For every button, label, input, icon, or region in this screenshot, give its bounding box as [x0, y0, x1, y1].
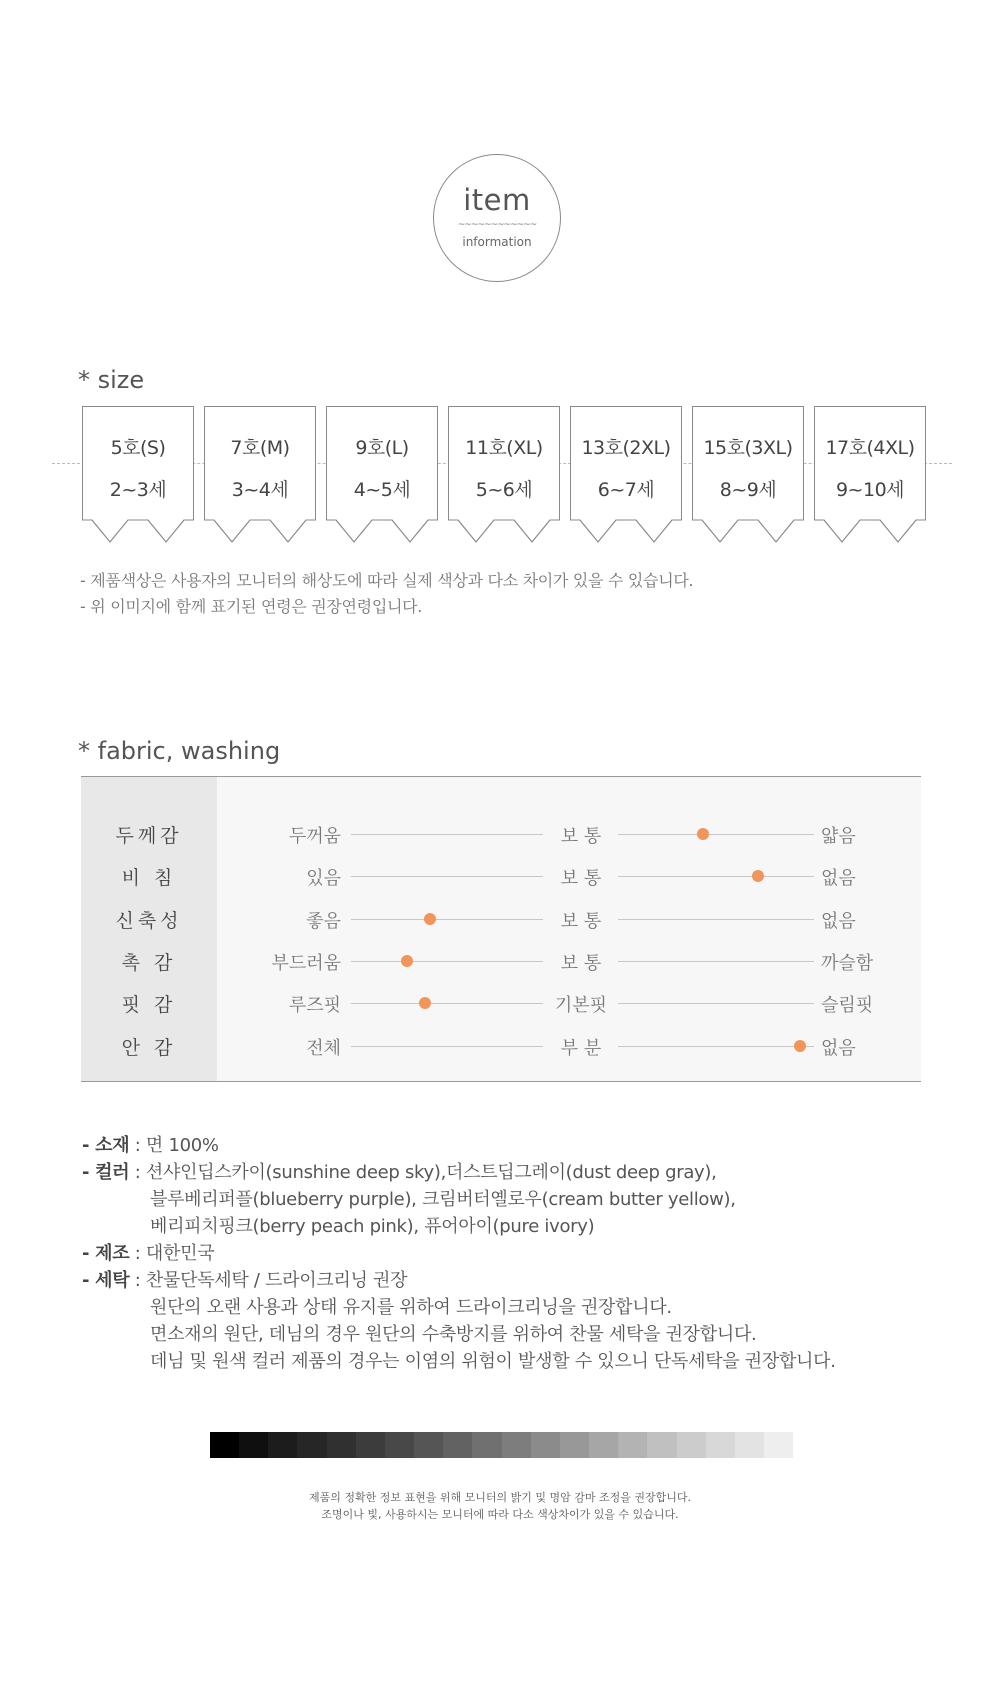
- grayscale-swatch: [356, 1432, 385, 1458]
- size-tag-age: 6~7세: [597, 479, 655, 501]
- logo-word: item: [463, 183, 531, 217]
- wash-line: [82, 1266, 407, 1292]
- fabric-row-mid: 보 통: [560, 868, 602, 890]
- material-line: [82, 1131, 219, 1157]
- fabric-row-right: 슬림핏: [821, 995, 874, 1017]
- size-tag-age: 4~5세: [353, 479, 411, 501]
- grayscale-swatch: [647, 1432, 676, 1458]
- size-tag: [82, 406, 194, 544]
- wash-value-2: 원단의 오랜 사용과 상태 유지를 위하여 드라이크리닝을 권장합니다.: [150, 1297, 672, 1318]
- made-key: - 제조: [82, 1243, 130, 1264]
- fabric-row-mid: 기본핏: [554, 995, 608, 1017]
- fabric-row: [81, 946, 921, 976]
- grayscale-swatch: [239, 1432, 268, 1458]
- fabric-row-left: 부드러움: [271, 952, 341, 974]
- fabric-row-mid: 보 통: [560, 952, 602, 974]
- fabric-row-left: 있음: [306, 868, 341, 890]
- wash-value-4: 데님 및 원색 컬러 제품의 경우는 이염의 위험이 발생할 수 있으니 단독세탁을 권장합니다.: [150, 1351, 836, 1372]
- color-line: [82, 1158, 717, 1184]
- fabric-row: [81, 861, 921, 891]
- size-tag: [692, 406, 804, 544]
- item-information-logo: [433, 154, 561, 282]
- fabric-row-left: 루즈핏: [288, 995, 341, 1017]
- grayscale-swatch: [472, 1432, 501, 1458]
- fabric-level-marker: [401, 955, 413, 967]
- color-value-3: 베리피치핑크(berry peach pink), 퓨어아이(pure ivory): [150, 1216, 595, 1237]
- grayscale-swatch: [210, 1432, 239, 1458]
- wash-value-1: : 찬물단독세탁 / 드라이크리닝 권장: [129, 1270, 408, 1291]
- fabric-scale-line-right: [618, 1003, 814, 1004]
- size-tag-size: 13호(2XL): [581, 437, 671, 459]
- fabric-row-mid: 보 통: [560, 910, 602, 932]
- size-tag-size: 9호(L): [355, 437, 409, 459]
- fabric-level-marker: [424, 913, 436, 925]
- fabric-row-right: 없음: [821, 868, 856, 890]
- fabric-row-label: 촉 감: [121, 951, 177, 974]
- fabric-scale-line-left: [351, 919, 543, 920]
- grayscale-swatch: [414, 1432, 443, 1458]
- fabric-row-left: 좋음: [306, 910, 341, 932]
- fabric-row: [81, 904, 921, 934]
- fabric-scale-line-right: [618, 876, 814, 877]
- grayscale-swatch: [385, 1432, 414, 1458]
- fabric-row-label: 비 침: [121, 867, 177, 890]
- fabric-level-marker: [419, 997, 431, 1009]
- made-line: [82, 1239, 214, 1265]
- size-tag-age: 9~10세: [835, 479, 905, 501]
- grayscale-swatch: [502, 1432, 531, 1458]
- size-section-title: * size: [78, 366, 145, 394]
- grayscale-swatch: [560, 1432, 589, 1458]
- fabric-row-label: 두께감: [115, 825, 183, 847]
- fabric-row-mid: 보 통: [560, 826, 602, 847]
- fabric-row-right: 까슬함: [821, 952, 874, 974]
- logo-wave: ~~~~~~~~~~~~: [457, 220, 537, 230]
- size-note-age: - 위 이미지에 함께 표기된 연령은 권장연령입니다.: [80, 597, 423, 616]
- grayscale-swatch: [589, 1432, 618, 1458]
- size-tag: [814, 406, 926, 544]
- size-tag-size: 15호(3XL): [703, 437, 793, 459]
- size-tag-age: 5~6세: [475, 479, 533, 501]
- color-value-2: 블루베리퍼플(blueberry purple), 크림버터옐로우(cream butter yellow),: [150, 1189, 736, 1210]
- size-note-color: - 제품색상은 사용자의 모니터의 해상도에 따라 실제 색상과 다소 차이가 있을 수 있습니다.: [80, 571, 694, 590]
- fabric-scale-line-left: [351, 834, 543, 835]
- made-value: : 대한민국: [129, 1243, 215, 1264]
- fabric-section-title: * fabric, washing: [78, 737, 281, 765]
- wash-value-3: 면소재의 원단, 데님의 경우 원단의 수축방지를 위하여 찬물 세탁을 권장합니다.: [150, 1324, 757, 1345]
- fabric-row: [81, 988, 921, 1018]
- fabric-scale-line-right: [618, 834, 814, 835]
- grayscale-swatch: [735, 1432, 764, 1458]
- fabric-level-marker: [697, 828, 709, 840]
- size-tag-size: 17호(4XL): [825, 437, 915, 459]
- fabric-row-right: 얇음: [821, 826, 856, 847]
- fabric-table: [81, 776, 921, 1082]
- grayscale-swatch: [443, 1432, 472, 1458]
- logo-subtitle: information: [462, 235, 532, 249]
- size-tag-size: 11호(XL): [465, 437, 543, 459]
- grayscale-swatch: [764, 1432, 793, 1458]
- grayscale-swatch: [618, 1432, 647, 1458]
- fabric-row: [81, 1031, 921, 1061]
- fabric-scale-line-right: [618, 1046, 814, 1047]
- fabric-level-marker: [794, 1040, 806, 1052]
- grayscale-swatch: [268, 1432, 297, 1458]
- fabric-row-right: 없음: [821, 1037, 856, 1059]
- fabric-row: [81, 819, 921, 849]
- fabric-scale-line-left: [351, 1003, 543, 1004]
- footer-note-2: 조명이나 빛, 사용하시는 모니터에 따라 다소 색상차이가 있을 수 있습니다.: [321, 1508, 679, 1521]
- grayscale-swatch: [706, 1432, 735, 1458]
- fabric-row-right: 없음: [821, 910, 856, 932]
- wash-key: - 세탁: [82, 1270, 130, 1291]
- color-value-1: : 션샤인딥스카이(sunshine deep sky),더스트딥그레이(dust deep gray),: [129, 1162, 717, 1183]
- size-tag-age: 2~3세: [109, 479, 167, 501]
- size-tag: [448, 406, 560, 544]
- fabric-scale-line-right: [618, 919, 814, 920]
- size-tag: [326, 406, 438, 544]
- grayscale-swatch: [297, 1432, 326, 1458]
- material-value: : 면 100%: [129, 1135, 219, 1156]
- fabric-row-left: 전체: [306, 1037, 341, 1059]
- size-tag-size: 5호(S): [110, 437, 166, 459]
- footer-note-1: 제품의 정확한 정보 표현을 위해 모니터의 밝기 및 명암 감마 조정을 권장합니다.: [309, 1491, 691, 1504]
- fabric-row-label: 안 감: [121, 1036, 177, 1059]
- size-tag: [570, 406, 682, 544]
- size-tag-age: 8~9세: [719, 479, 777, 501]
- grayscale-swatch: [327, 1432, 356, 1458]
- fabric-scale-line-left: [351, 1046, 543, 1047]
- material-key: - 소재: [82, 1135, 130, 1156]
- fabric-row-mid: 부 분: [560, 1037, 602, 1059]
- grayscale-calibration-bar: [210, 1432, 793, 1458]
- size-tag: [204, 406, 316, 544]
- fabric-scale-line-left: [351, 961, 543, 962]
- size-tag-size: 7호(M): [230, 437, 290, 459]
- fabric-scale-line-right: [618, 961, 814, 962]
- grayscale-swatch: [531, 1432, 560, 1458]
- fabric-row-left: 두꺼움: [288, 826, 341, 847]
- fabric-rows: [81, 777, 921, 1081]
- fabric-row-label: 신축성: [115, 909, 183, 932]
- size-tag-age: 3~4세: [231, 479, 289, 501]
- color-key: - 컬러: [82, 1162, 130, 1183]
- fabric-level-marker: [752, 870, 764, 882]
- grayscale-swatch: [677, 1432, 706, 1458]
- fabric-scale-line-left: [351, 876, 543, 877]
- fabric-row-label: 핏 감: [121, 994, 177, 1017]
